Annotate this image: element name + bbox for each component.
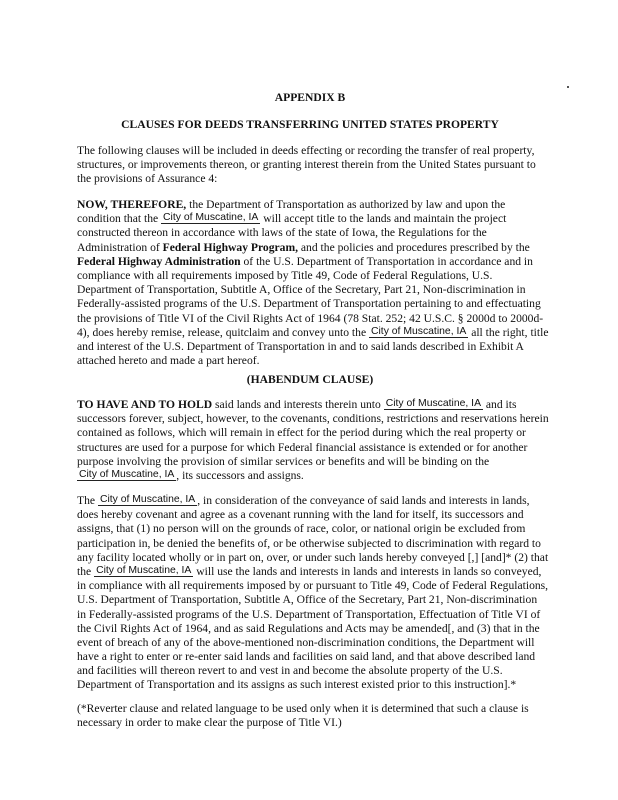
text: structures are used for a purpose for which Federal financial assistance is extended or for another: [77, 440, 528, 454]
text: attached hereto and made a part hereof.: [77, 354, 260, 368]
text: Administration of: [77, 240, 163, 254]
text: event of breach of any of the above-mentioned non-discrimination conditions, the Department will: [77, 635, 535, 649]
to-have-and-to-hold-paragraph: [77, 398, 557, 483]
text-line: [77, 158, 557, 172]
grantee-fill-in: City of Muscatine, IA: [79, 468, 175, 480]
text-line: [77, 664, 557, 678]
text: necessary in order to make clear the purpose of Title VI.): [77, 716, 342, 730]
text-line: [77, 636, 557, 650]
text-line: [77, 412, 557, 426]
text-line: [77, 212, 557, 226]
text-line: [77, 678, 557, 692]
covenant-paragraph: [77, 494, 557, 693]
text: Department of Transportation, Subtitle A, Office of the Secretary, Part 21, Non-discrimination in: [77, 283, 526, 297]
page-title: APPENDIX B: [274, 91, 346, 104]
text-line: [77, 608, 557, 622]
text: does hereby covenant and agree as a covenant running with the land for itself, its successors and: [77, 508, 524, 522]
text-line: [77, 340, 557, 354]
text: the Civil Rights Act of 1964, and as said Regulations and Acts may be amended[, and (3) that in the: [77, 621, 540, 635]
grantee-fill-in: City of Muscatine, IA: [371, 325, 467, 337]
intro-paragraph: [77, 144, 557, 187]
text-line: [77, 354, 557, 368]
text: will accept title to the lands and maintain the project: [260, 212, 507, 226]
text: the Department of Transportation as authorized by law and upon the: [186, 198, 506, 211]
text-line: [77, 702, 557, 716]
text: compliance with all requirements imposed by Title 49, Code of Federal Regulations, U.S.: [77, 268, 493, 282]
text-line: [77, 716, 557, 730]
scan-mark: [567, 86, 569, 88]
text: U.S. Department of Transportation, Subtitle A, Office of the Secretary, Part 21, Non-discrimination: [77, 593, 538, 607]
text: participation in, be denied the benefits of, or be otherwise subjected to discrimination with regard to: [77, 536, 541, 550]
text: assigns, that (1) no person will on the grounds of race, color, or national origin be excluded from: [77, 522, 526, 536]
bold-text: TO HAVE AND TO HOLD: [77, 398, 213, 411]
text: (*Reverter clause and related language to be used only when it is determined that such a clause is: [77, 702, 529, 715]
text-line: [77, 469, 557, 483]
text: the provisions of Title VI of the Civil Rights Act of 1964 (78 Stat. 252; 42 U.S.C. § 2000d to 2000d-: [77, 311, 544, 325]
reverter-footnote: [77, 702, 557, 730]
habendum-heading: (HABENDUM CLAUSE): [246, 373, 374, 386]
bold-text: Federal Highway Administration: [77, 254, 241, 268]
text-line: [77, 283, 557, 297]
text: any facility located wholly or in part on, over, or under such lands hereby conveyed [,] [and]* (2) that: [77, 550, 549, 564]
text: and facilities will thereon revert to and vest in and become the absolute property of the U.S.: [77, 664, 503, 678]
text-line: [77, 522, 557, 536]
text: successors forever, subject, however, to the covenants, conditions, restrictions and reservations herein: [77, 412, 549, 426]
now-therefore-paragraph: [77, 198, 557, 368]
text-line: [77, 326, 557, 340]
text: constructed thereon in accordance with laws of the state of Iowa, the Regulations for the: [77, 226, 487, 240]
bold-text: Federal Highway Program,: [162, 240, 299, 254]
text: condition that the: [77, 212, 162, 226]
page-subtitle: CLAUSES FOR DEEDS TRANSFERRING UNITED STATES PROPERTY: [121, 118, 499, 131]
text-line: [77, 255, 557, 269]
text-line: [77, 398, 557, 412]
text-line: [77, 508, 557, 522]
text-line: [77, 622, 557, 636]
text: the provisions of Assurance 4:: [77, 172, 218, 186]
text: of the U.S. Department of Transportation in accordance and in: [240, 254, 533, 268]
text: Federally-assisted programs of the U.S. Department of Transportation pertaining to and effectuating: [77, 297, 541, 311]
grantee-fill-in: City of Muscatine, IA: [96, 564, 192, 576]
grantee-fill-in: City of Muscatine, IA: [385, 398, 482, 409]
text: 4), does hereby remise, release, quitclaim and convey unto the: [77, 325, 369, 339]
text-line: [77, 226, 557, 240]
text-line: [77, 455, 557, 469]
text: , in consideration of the conveyance of said lands and interests in lands,: [197, 494, 530, 507]
text-line: [77, 241, 557, 255]
text-line: [77, 144, 557, 158]
text: The: [77, 494, 98, 507]
text-line: [77, 172, 557, 186]
text: contained as follows, which will remain in effect for the period during which the real property or: [77, 426, 526, 440]
text-line: [77, 312, 557, 326]
grantee-fill-in: City of Muscatine, IA: [163, 212, 259, 224]
text: in compliance with all requirements imposed by or pursuant to Title 49, Code of Federal Regulations,: [77, 579, 549, 593]
text-line: [77, 537, 557, 551]
text-line: [77, 269, 557, 283]
text-line: [77, 441, 557, 455]
text: purpose involving the provision of similar services or benefits and will be binding on the: [77, 454, 490, 468]
text: , its successors and assigns.: [176, 468, 304, 482]
text-line: [77, 650, 557, 664]
grantee-fill-in: City of Muscatine, IA: [99, 494, 196, 505]
text: and the policies and procedures prescribed by the: [298, 240, 530, 254]
text-line: [77, 579, 557, 593]
text: and its: [483, 398, 517, 411]
text-line: [77, 565, 557, 579]
text-line: [77, 551, 557, 565]
text-line: [77, 593, 557, 607]
text: Department of Transportation and its assigns as such interest existed prior to this instruction].*: [77, 678, 517, 692]
text: the: [77, 564, 95, 578]
text-line: [77, 426, 557, 440]
text: all the right, title: [468, 325, 549, 339]
text-line: [77, 297, 557, 311]
text: and interest of the U.S. Department of Transportation in and to said lands described in Exhibit A: [77, 339, 524, 353]
text: The following clauses will be included in deeds effecting or recording the transfer of real property,: [77, 144, 535, 157]
text-line: [77, 494, 557, 508]
text: in Federally-assisted programs of the U.S. Department of Transportation, Effectuation of Title VI of: [77, 607, 541, 621]
bold-text: NOW, THEREFORE,: [77, 198, 187, 211]
text: said lands and interests therein unto: [212, 398, 384, 411]
text: have a right to enter or re-enter said lands and facilities on said land, and that above described land: [77, 650, 536, 664]
text: will use the lands and interests in lands and interests in lands so conveyed,: [193, 564, 542, 578]
text-line: [77, 198, 557, 212]
text: structures, or improvements thereon, or granting interest therein from the United States pursuant to: [77, 158, 536, 172]
